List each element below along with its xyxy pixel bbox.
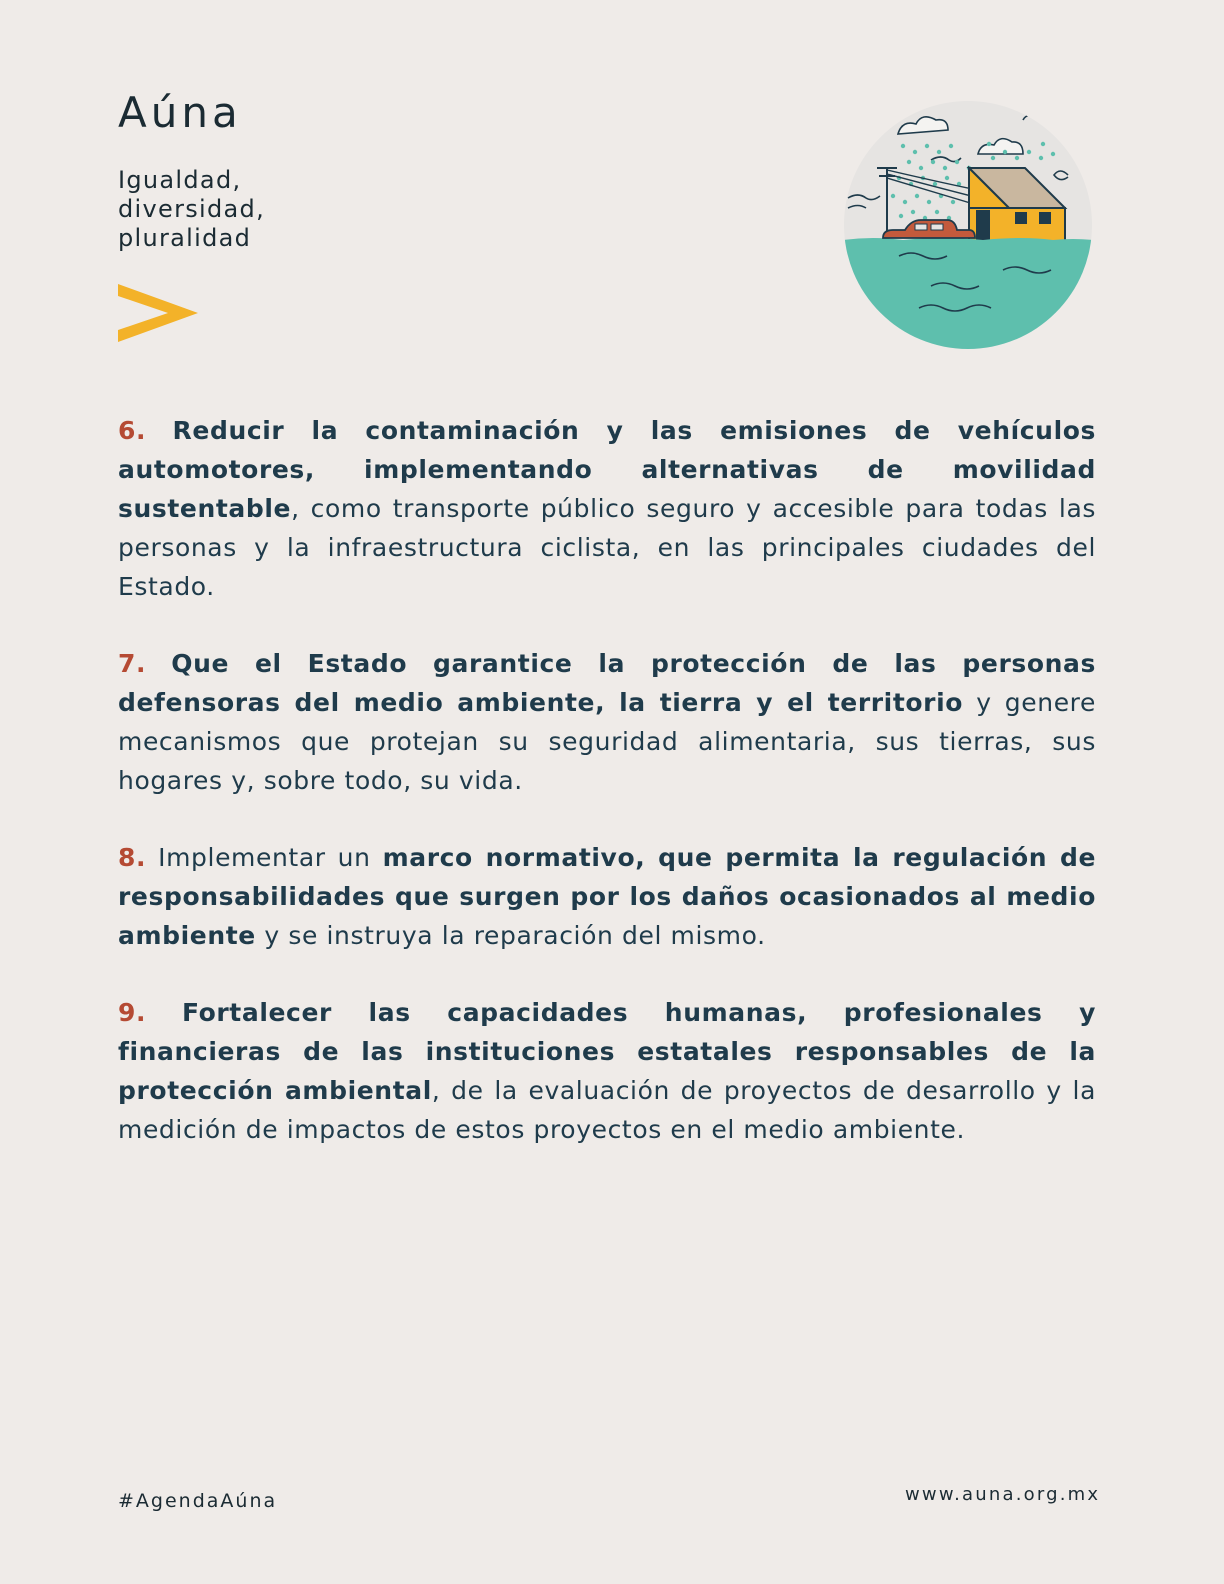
tagline-line: diversidad, xyxy=(118,195,266,223)
item-pre-text: Implementar un xyxy=(146,843,383,872)
flood-house-illustration xyxy=(843,100,1093,350)
item-bold-text: Fortalecer las capacidades humanas, profesionales y financieras de las instituciones estatales responsables de la protección ambiental xyxy=(118,998,1096,1105)
item-bold-text: Que el Estado garantice la protección de las personas defensoras del medio ambiente, la tierra y el territorio xyxy=(118,649,1096,717)
item-number: 8. xyxy=(118,843,147,872)
item-bold-text: Reducir la contaminación y las emisiones de vehículos automotores, implementando alternativas de movilidad sustentable xyxy=(118,416,1097,523)
item-number: 7. xyxy=(118,649,147,678)
tagline-line: pluralidad xyxy=(118,224,252,252)
item-text: y se instruya la reparación del mismo. xyxy=(255,921,766,950)
list-item xyxy=(118,993,1096,1149)
recommendations-list xyxy=(118,411,1096,1187)
item-text: , de la evaluación de proyectos de desarrollo y la medición de impactos de estos proyectos en el medio ambiente. xyxy=(118,1076,1096,1144)
item-text: y genere mecanismos que protejan su seguridad alimentaria, sus tierras, sus hogares y, sobre todo, su vida. xyxy=(118,688,1096,795)
chevron-right-icon xyxy=(118,284,200,346)
list-item xyxy=(118,644,1096,800)
item-bold-text: marco normativo, que permita la regulación de responsabilidades que surgen por los daños ocasionados al medio ambiente xyxy=(118,843,1096,950)
tagline xyxy=(118,166,265,253)
item-number: 9. xyxy=(118,998,147,1027)
list-item xyxy=(118,838,1096,955)
item-number: 6. xyxy=(118,416,147,445)
tagline-line: Igualdad, xyxy=(118,166,242,194)
list-item xyxy=(118,411,1096,606)
hashtag: #AgendaAúna xyxy=(118,1490,278,1512)
auna-logo: Aúna xyxy=(118,88,242,137)
item-text: , como transporte público seguro y accesible para todas las personas y la infraestructura ciclista, en las principales ciudades del Estado. xyxy=(118,494,1096,601)
website-link[interactable]: www.auna.org.mx xyxy=(905,1484,1101,1505)
